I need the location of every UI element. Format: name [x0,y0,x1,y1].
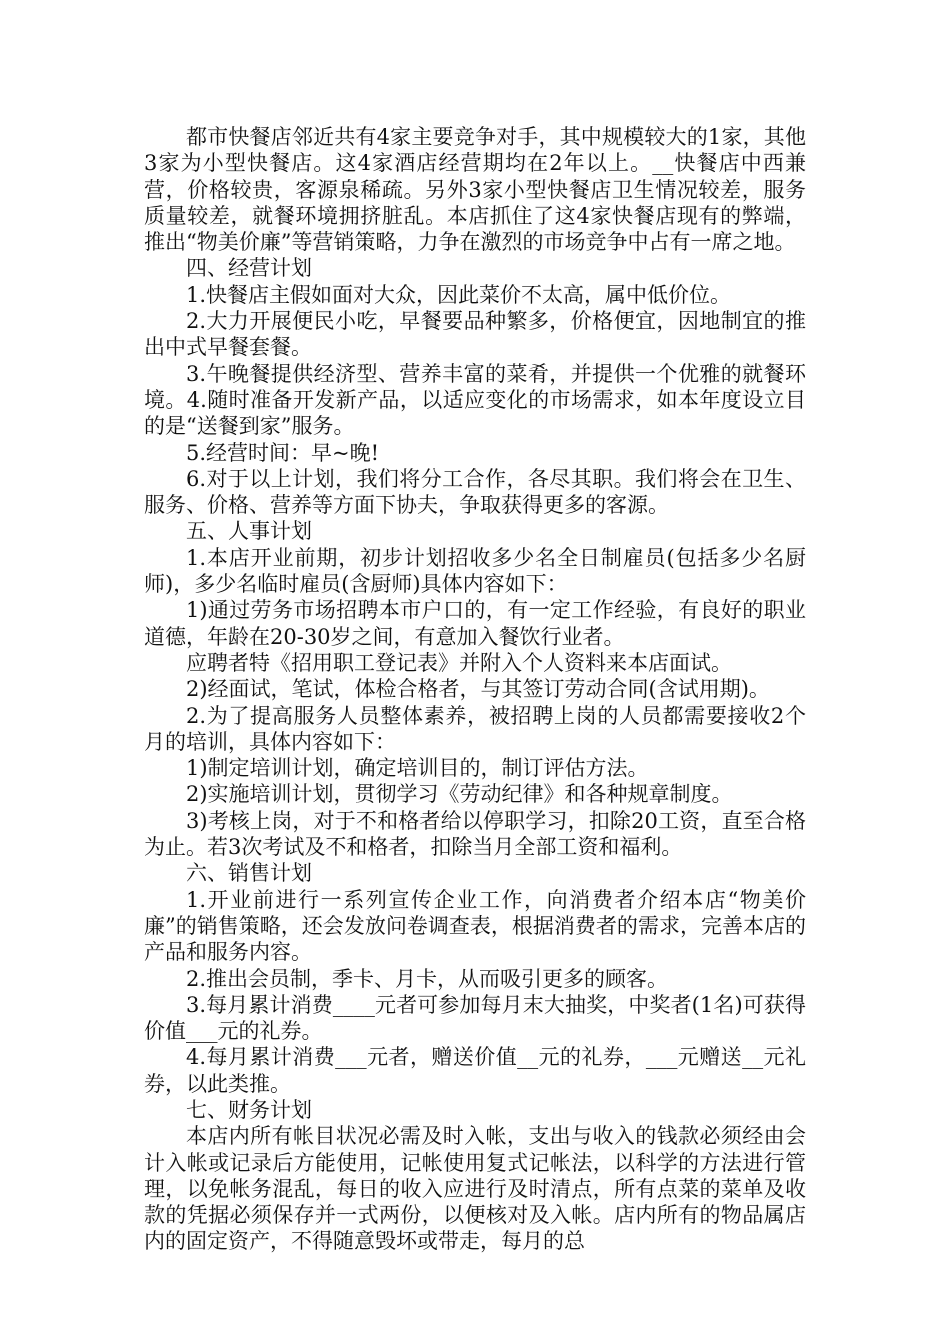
paragraph-item: 应聘者特《招用职工登记表》并附入个人资料来本店面试。 [186,650,732,675]
paragraph-item: 1)通过劳务市场招聘本市户口的，有一定工作经验，有良好的职业道德，年龄在20-30岁之间，有意加入餐饮行业者。 [144,598,806,649]
paragraph-item: 1.本店开业前期，初步计划招收多少名全日制雇员(包括多少名厨师)，多少名临时雇员(含厨师)具体内容如下： [144,545,806,597]
paragraph-item: 4.每月累计消费___元者，赠送价值__元的礼券，___元赠送__元礼券，以此类推。 [144,1045,806,1096]
paragraph-item: 5.经营时间：早~晚! [186,440,380,465]
paragraph-item: 1.开业前进行一系列宣传企业工作，向消费者介绍本店“物美价廉”的销售策略，还会发放问卷调查表，根据消费者的需求，完善本店的产品和服务内容。 [144,887,806,965]
paragraph-item: 2)实施培训计划，贯彻学习《劳动纪律》和各种规章制度。 [186,782,733,807]
paragraph-item: 2.推出会员制，季卡、月卡，从而吸引更多的顾客。 [186,966,669,991]
paragraph-item: 3)考核上岗，对于不和格者给以停职学习，扣除20工资，直至合格为止。若3次考试及不和格者，扣除当月全部工资和福利。 [144,808,806,860]
paragraph-item: 1)制定培训计划，确定培训目的，制订评估方法。 [186,756,649,781]
paragraph-item: 1.快餐店主假如面对大众，因此菜价不太高，属中低价位。 [186,282,732,307]
paragraph-finance: 本店内所有帐目状况必需及时入帐，支出与收入的钱款必须经由会计入帐或记录后方能使用，记帐使用复式记帐法，以科学的方法进行管理，以免帐务混乱，每日的收入应进行及时清点，所有点菜的菜单及收款的凭据必须保存并一式两份，以便核对及入帐。店内所有的物品属店内的固定资产，不得随意毁坏或带走，每月的总 [144,1124,806,1254]
paragraph-item: 2)经面试，笔试，体检合格者，与其签订劳动合同(含试用期)。 [186,677,770,702]
section-heading-sales-plan: 六、销售计划 [186,861,312,886]
paragraph-item: 3.每月累计消费____元者可参加每月末大抽奖，中奖者(1名)可获得价值___元的礼券。 [144,992,806,1044]
paragraph-competition: 都市快餐店邻近共有4家主要竞争对手，其中规模较大的1家，其他3家为小型快餐店。这4家酒店经营期均在2年以上。__快餐店中西兼营，价格较贵，客源泉稀疏。另外3家小型快餐店卫生情况较差，服务质量较差，就餐环境拥挤脏乱。本店抓住了这4家快餐店现有的弊端，推出“物美价廉”等营销策略，力争在激烈的市场竞争中占有一席之地。 [144,125,806,255]
paragraph-item: 2.为了提高服务人员整体素养，被招聘上岗的人员都需要接收2个月的培训，具体内容如下： [144,703,806,754]
section-heading-personnel-plan: 五、人事计划 [186,519,312,544]
document-body [144,124,806,1255]
section-heading-finance-plan: 七、财务计划 [186,1097,312,1122]
paragraph-item: 2.大力开展便民小吃，早餐要品种繁多，价格便宜，因地制宜的推出中式早餐套餐。 [144,309,806,360]
paragraph-item: 6.对于以上计划，我们将分工合作，各尽其职。我们将会在卫生、服务、价格、营养等方面下协夫，争取获得更多的客源。 [144,466,806,518]
section-heading-operations-plan: 四、经营计划 [186,256,312,281]
paragraph-item: 3.午晚餐提供经济型、营养丰富的菜肴，并提供一个优雅的就餐环境。4.随时准备开发新产品，以适应变化的市场需求，如本年度设立目的是“送餐到家”服务。 [144,361,806,439]
